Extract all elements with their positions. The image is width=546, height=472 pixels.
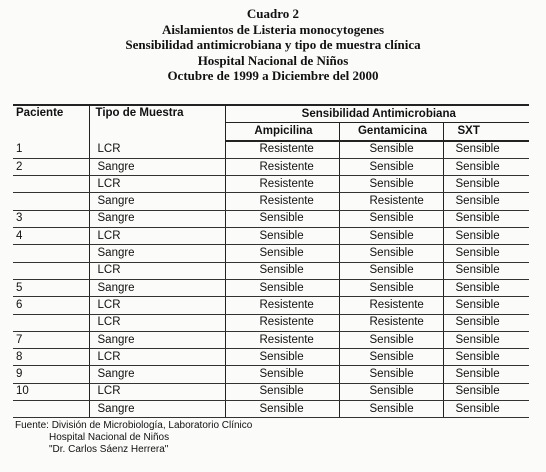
cell-ampicilina: Sensible [225,210,339,227]
cell-tipo-muestra: Sangre [89,279,225,296]
source-note [15,420,252,456]
table-row [13,245,529,262]
cell-gentamicina: Sensible [339,279,443,296]
cell-ampicilina: Resistente [225,141,339,159]
cell-paciente [13,245,89,262]
table-row [13,383,529,400]
cell-ampicilina: Sensible [225,279,339,296]
cell-sxt: Sensible [443,245,529,262]
header-paciente: Paciente [13,105,89,141]
cell-gentamicina: Resistente [339,297,443,314]
table-row [13,331,529,348]
cell-sxt: Sensible [443,228,529,245]
cell-sxt: Sensible [443,349,529,366]
table-row [13,228,529,245]
cell-ampicilina: Sensible [225,366,339,383]
cell-paciente: 8 [13,349,89,366]
cell-ampicilina: Resistente [225,158,339,175]
cell-paciente [13,401,89,418]
cell-paciente: 9 [13,366,89,383]
cell-ampicilina: Resistente [225,176,339,193]
cell-paciente [13,262,89,279]
cell-sxt: Sensible [443,297,529,314]
cell-ampicilina: Resistente [225,331,339,348]
cell-paciente: 6 [13,297,89,314]
header-ampicilina: Ampicilina [225,123,339,141]
cell-gentamicina: Sensible [339,366,443,383]
cell-ampicilina: Sensible [225,383,339,400]
cell-ampicilina: Sensible [225,262,339,279]
source-line-2: Hospital Nacional de Niños [49,432,170,443]
table-row [13,158,529,175]
cell-tipo-muestra: LCR [89,383,225,400]
cell-tipo-muestra: Sangre [89,210,225,227]
cell-paciente: 5 [13,279,89,296]
cell-paciente: 1 [13,141,89,159]
cell-ampicilina: Resistente [225,314,339,331]
cell-gentamicina: Sensible [339,401,443,418]
cell-sxt: Sensible [443,331,529,348]
caption-title: Aislamientos de Listeria monocytogenes [161,21,385,37]
caption-hospital: Hospital Nacional de Niños [197,52,349,68]
cell-tipo-muestra: LCR [89,228,225,245]
cell-paciente: 10 [13,383,89,400]
source-line-3: "Dr. Carlos Sáenz Herrera" [49,444,169,455]
table-row [13,141,529,159]
cell-paciente [13,176,89,193]
cell-tipo-muestra: Sangre [89,401,225,418]
cell-gentamicina: Sensible [339,349,443,366]
cell-gentamicina: Sensible [339,210,443,227]
table-body [13,141,529,418]
cell-gentamicina: Sensible [339,262,443,279]
table-row [13,366,529,383]
cell-gentamicina: Sensible [339,158,443,175]
cell-sxt: Sensible [443,383,529,400]
caption-period: Octubre de 1999 a Diciembre del 2000 [167,68,379,83]
sensitivity-table [13,104,529,418]
cell-sxt: Sensible [443,262,529,279]
cell-gentamicina: Sensible [339,228,443,245]
header-tipo-muestra: Tipo de Muestra [89,105,225,141]
cell-gentamicina: Sensible [339,245,443,262]
cell-paciente: 2 [13,158,89,175]
cell-ampicilina: Resistente [225,297,339,314]
cell-sxt: Sensible [443,314,529,331]
cell-sxt: Sensible [443,176,529,193]
cell-tipo-muestra: LCR [89,176,225,193]
cell-sxt: Sensible [443,210,529,227]
cell-sxt: Sensible [443,366,529,383]
cell-ampicilina: Sensible [225,401,339,418]
table-row [13,314,529,331]
cell-sxt: Sensible [443,158,529,175]
cell-sxt: Sensible [443,401,529,418]
cell-sxt: Sensible [443,141,529,159]
header-sxt: SXT [443,123,529,141]
cell-tipo-muestra: Sangre [89,331,225,348]
cell-sxt: Sensible [443,279,529,296]
table-row [13,210,529,227]
cell-tipo-muestra: Sangre [89,245,225,262]
cell-tipo-muestra: LCR [89,314,225,331]
cell-tipo-muestra: LCR [89,141,225,159]
header-row-group [13,105,529,123]
header-sensibilidad: Sensibilidad Antimicrobiana [225,105,529,123]
source-line-1: Fuente: División de Microbiología, Laboratorio Clínico [15,420,253,431]
cell-gentamicina: Resistente [339,314,443,331]
cell-tipo-muestra: LCR [89,349,225,366]
table-row [13,349,529,366]
cell-tipo-muestra: Sangre [89,193,225,210]
cell-gentamicina: Resistente [339,193,443,210]
cell-paciente: 4 [13,228,89,245]
cell-ampicilina: Sensible [225,245,339,262]
cell-ampicilina: Sensible [225,228,339,245]
cell-ampicilina: Resistente [225,193,339,210]
table-row [13,401,529,418]
caption-number: Cuadro 2 [246,6,300,21]
table-caption [0,6,546,84]
cell-paciente [13,314,89,331]
table-row [13,193,529,210]
table-row [13,279,529,296]
cell-tipo-muestra: Sangre [89,366,225,383]
table-row [13,262,529,279]
cell-gentamicina: Sensible [339,383,443,400]
table-row [13,297,529,314]
cell-paciente: 7 [13,331,89,348]
table-row [13,176,529,193]
cell-gentamicina: Sensible [339,176,443,193]
cell-tipo-muestra: LCR [89,297,225,314]
cell-ampicilina: Sensible [225,349,339,366]
cell-paciente: 3 [13,210,89,227]
caption-subtitle: Sensibilidad antimicrobiana y tipo de muestra clínica [125,37,421,52]
cell-paciente [13,193,89,210]
cell-gentamicina: Sensible [339,331,443,348]
cell-gentamicina: Sensible [339,141,443,159]
header-gentamicina: Gentamicina [339,123,443,141]
cell-sxt: Sensible [443,193,529,210]
cell-tipo-muestra: LCR [89,262,225,279]
cell-tipo-muestra: Sangre [89,158,225,175]
